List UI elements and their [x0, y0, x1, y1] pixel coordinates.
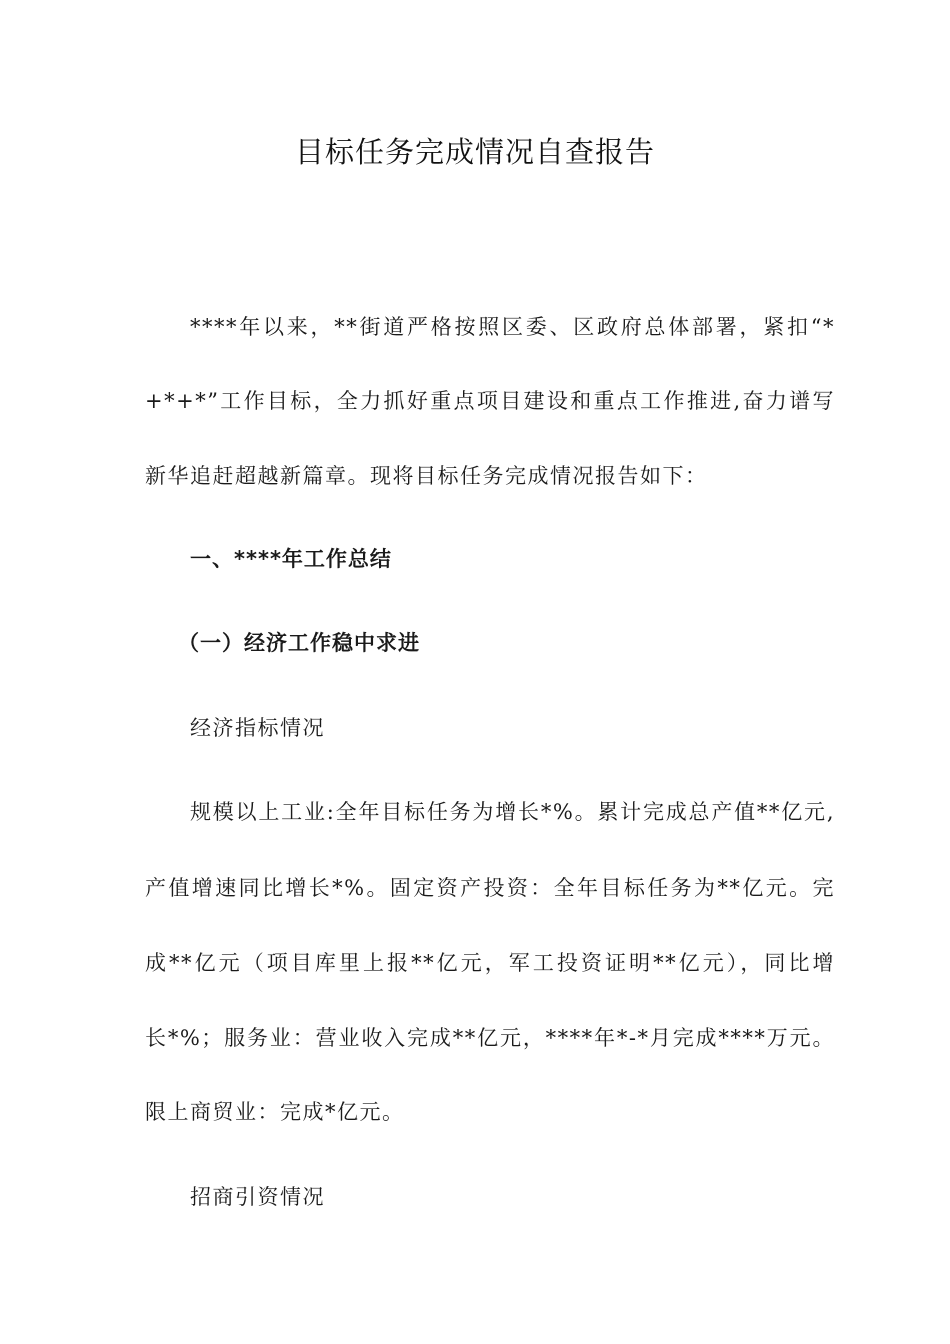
economic-body-line-4: 长*%；服务业：营业收入完成**亿元，****年*-*月完成****万元。 [145, 1026, 835, 1050]
economic-body-line-2: 产值增速同比增长*%。固定资产投资：全年目标任务为**亿元。完 [145, 876, 835, 900]
intro-line-3: 新华追赶超越新篇章。现将目标任务完成情况报告如下： [145, 464, 708, 488]
section-heading-1: 一、****年工作总结 [190, 547, 392, 571]
economic-body-line-1: 规模以上工业:全年目标任务为增长*%。累计完成总产值**亿元, [190, 800, 835, 824]
document-title: 目标任务完成情况自查报告 [294, 135, 655, 169]
economic-body-line-3: 成**亿元（项目库里上报**亿元，军工投资证明**亿元），同比增 [145, 951, 835, 975]
item-heading-economic-indicators: 经济指标情况 [190, 716, 325, 740]
intro-line-2: +*+*”工作目标，全力抓好重点项目建设和重点工作推进,奋力谱写 [145, 389, 835, 413]
item-heading-investment-attraction: 招商引资情况 [190, 1185, 325, 1209]
subsection-heading-1: （一）经济工作稳中求进 [178, 631, 420, 655]
intro-line-1: ****年以来，**街道严格按照区委、区政府总体部署，紧扣“* [190, 315, 835, 339]
economic-body-line-5: 限上商贸业：完成*亿元。 [145, 1100, 405, 1124]
